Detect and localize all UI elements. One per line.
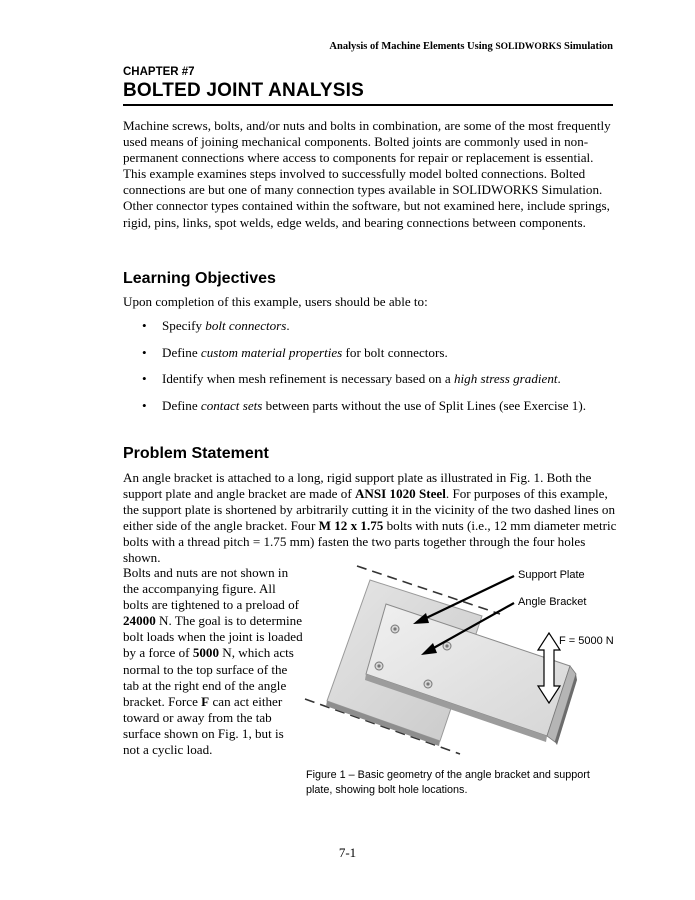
learning-objectives-intro: Upon completion of this example, users should be able to:	[123, 294, 428, 309]
objective-item: • Define custom material properties for bolt connectors.	[142, 345, 586, 372]
objective-item: • Identify when mesh refinement is necessary based on a high stress gradient.	[142, 371, 586, 398]
objective-item: • Define contact sets between parts without the use of Split Lines (see Exercise 1).	[142, 398, 586, 425]
angle-bracket-label: Angle Bracket	[518, 596, 587, 608]
problem-statement-heading: Problem Statement	[123, 445, 269, 462]
force-label: F = 5000 N	[559, 635, 614, 647]
problem-paragraph-1: An angle bracket is attached to a long, rigid support plate as illustrated in Fig. 1. Both the support plate and angle bracket are made of ANSI 1020 Steel. For purposes of this example, the support plate is shortened by arbitrarily cutting it in the vicinity of the two dashed lines on either side of the angle bracket. Four M 12 x 1.75 bolts with nuts (i.e., 12 mm diameter metric bolts with a thread pitch = 1.75 mm) fasten the two parts together through the four holes shown.	[123, 470, 617, 566]
objective-item: • Specify bolt connectors.	[142, 318, 586, 345]
running-title-main: Analysis of Machine Elements Using	[329, 41, 496, 52]
objectives-list	[142, 318, 586, 424]
page-number: 7-1	[338, 845, 357, 860]
figure-1	[300, 556, 630, 761]
chapter-label: CHAPTER #7	[123, 66, 195, 78]
bolt-hole	[391, 625, 399, 633]
bolt-hole	[375, 662, 383, 670]
running-header	[329, 41, 613, 52]
bolt-hole	[424, 680, 432, 688]
problem-paragraph-2: Bolts and nuts are not shown in the accompanying figure. All bolts are tightened to a preload of 24000 N. The goal is to determine bolt loads when the joint is loaded by a force of 5000 N, which acts normal to the top surface of the tab at the right end of the angle bracket. Force F can act either toward or away from the tab surface shown on Fig. 1, but is not a cyclic load.	[123, 565, 303, 758]
running-title-software: SOLIDWORKS	[495, 42, 562, 52]
support-plate-label: Support Plate	[518, 569, 585, 581]
running-title-end: Simulation	[561, 41, 613, 52]
intro-paragraph: Machine screws, bolts, and/or nuts and bolts in combination, are some of the most frequently used means of joining mechanical components. Bolted joints are commonly used in non-permanent connections where access to components for repair or replacement is essential. This example examines steps involved to successfully model bolted connections. Bolted connections are but one of many connection types available in SOLIDWORKS Simulation. Other connector types contained within the software, but not examined here, include springs, rigid, pins, links, spot welds, edge welds, and bearing connections between components.	[123, 118, 611, 230]
learning-objectives-heading: Learning Objectives	[123, 270, 276, 287]
title-rule	[123, 104, 613, 106]
figure-caption: Figure 1 – Basic geometry of the angle bracket and support plate, showing bolt hole locations.	[306, 769, 590, 796]
chapter-title: BOLTED JOINT ANALYSIS	[123, 80, 365, 101]
